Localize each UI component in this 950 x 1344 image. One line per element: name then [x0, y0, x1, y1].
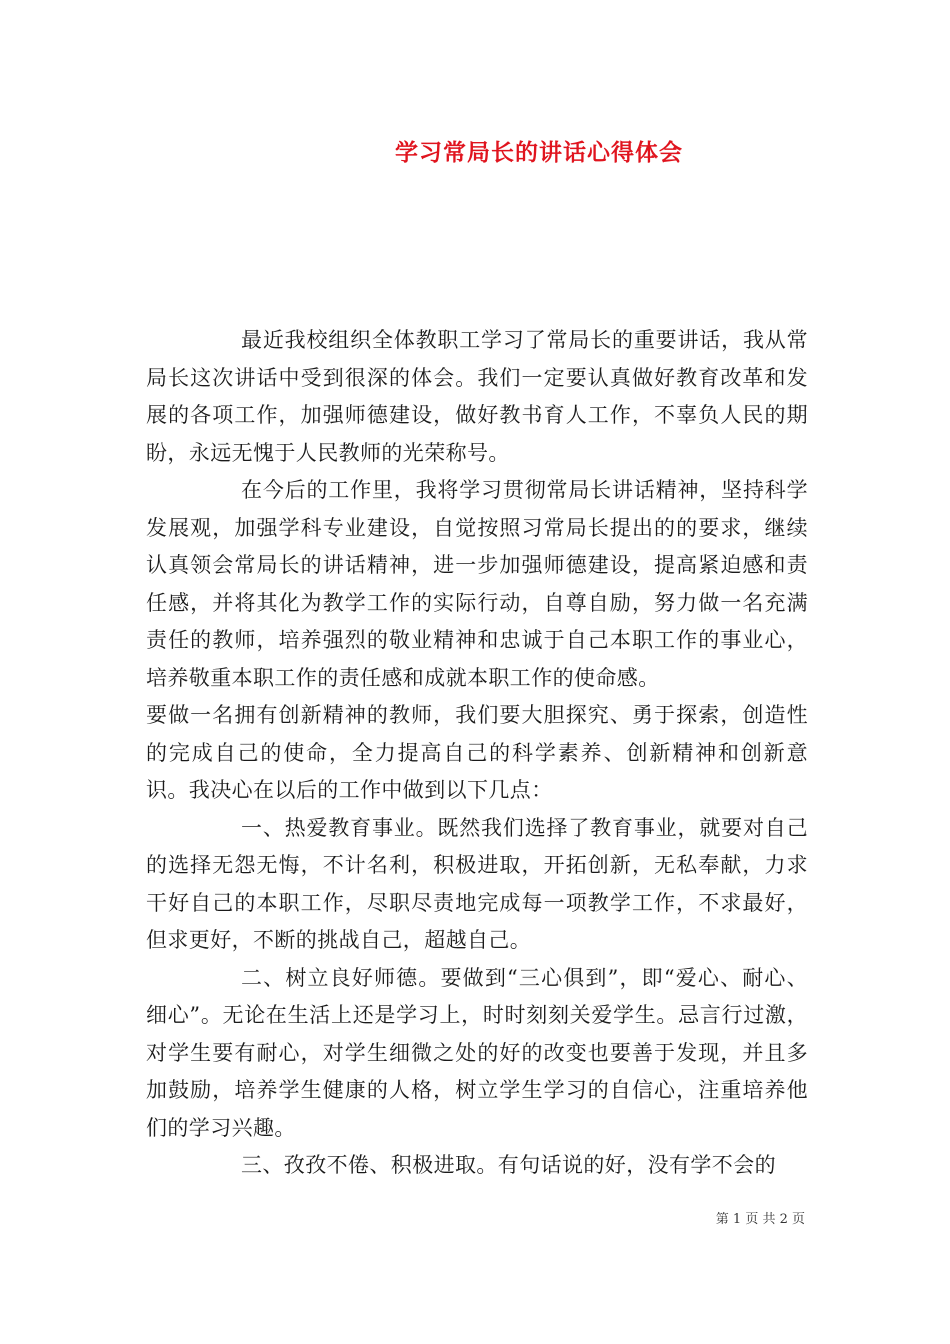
- paragraph-3: 要做一名拥有创新精神的教师，我们要大胆探究、勇于探索，创造性的完成自己的使命，全力提高自己的科学素养、创新精神和创新意识。我决心在以后的工作中做到以下几点：: [146, 703, 808, 802]
- page-number-footer: 第 1 页 共 2 页: [715, 1212, 805, 1227]
- document-body: [146, 322, 808, 1185]
- paragraph-5: 二、树立良好师德。要做到“三心俱到”，即“爱心、耐心、细心”。无论在生活上还是学习上，时时刻刻关爱学生。忌言行过激，对学生要有耐心，对学生细微之处的好的改变也要善于发现，并且多加鼓励，培养学生健康的人格，树立学生学习的自信心，注重培养他们的学习兴趣。: [146, 965, 808, 1140]
- paragraph-1: 最近我校组织全体教职工学习了常局长的重要讲话，我从常局长这次讲话中受到很深的体会。我们一定要认真做好教育改革和发展的各项工作，加强师德建设，做好教书育人工作，不辜负人民的期盼，永远无愧于人民教师的光荣称号。: [146, 328, 808, 465]
- paragraph-4: 一、热爱教育事业。既然我们选择了教育事业，就要对自己的选择无怨无悔，不计名利，积极进取，开拓创新，无私奉献，力求干好自己的本职工作，尽职尽责地完成每一项教学工作，不求最好，但求更好，不断的挑战自己，超越自己。: [146, 815, 808, 952]
- paragraph-6: 三、孜孜不倦、积极进取。有句话说的好，没有学不会的: [241, 1153, 776, 1177]
- document-title: 学习常局长的讲话心得体会: [395, 139, 683, 166]
- paragraph-2: 在今后的工作里，我将学习贯彻常局长讲话精神，坚持科学发展观，加强学科专业建设，自觉按照习常局长提出的的要求，继续认真领会常局长的讲话精神，进一步加强师德建设，提高紧迫感和责任感，并将其化为教学工作的实际行动，自尊自励，努力做一名充满责任的教师，培养强烈的敬业精神和忠诚于自己本职工作的事业心，培养敬重本职工作的责任感和成就本职工作的使命感。: [146, 478, 808, 690]
